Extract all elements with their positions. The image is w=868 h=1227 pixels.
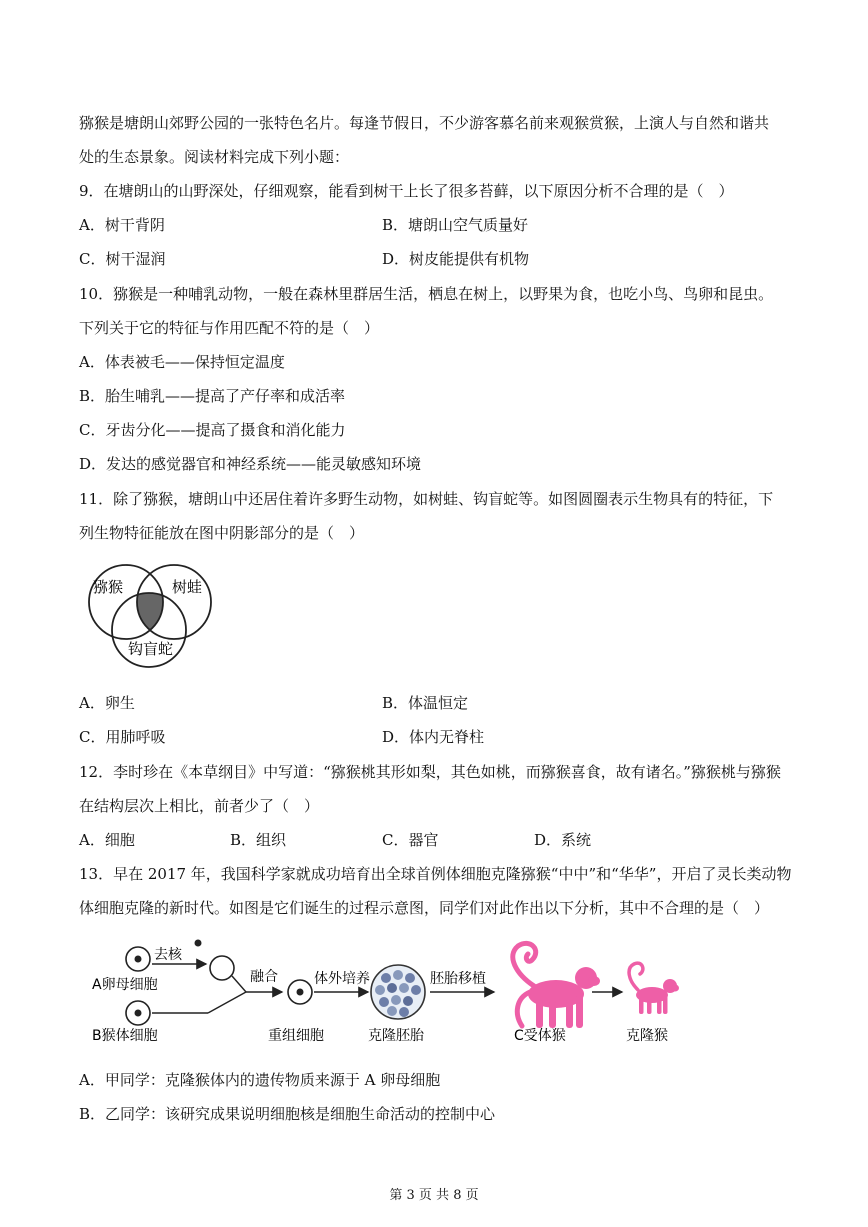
q13-option-b: B．乙同学：该研究成果说明细胞核是细胞生命活动的控制中心 [79, 1105, 496, 1123]
clone-monkey [629, 963, 679, 1014]
embryo-label: 克隆胚胎 [368, 1028, 424, 1044]
intro-line-1: 猕猴是塘朗山郊野公园的一张特色名片。每逢节假日，不少游客慕名前来观猴赏猴，上演人与自然和谐共 [79, 114, 770, 132]
venn-label-bottom: 钩盲蛇 [128, 640, 174, 658]
transfer-label: 胚胎移植 [430, 971, 486, 987]
q10-stem-1: 10．猕猴是一种哺乳动物，一般在森林里群居生活，栖息在树上，以野果为食，也吃小鸟、鸟卵和昆虫。 [79, 285, 774, 303]
clone-label: 克隆猴 [626, 1028, 668, 1044]
q10-option-b: B．胎生哺乳——提高了产仔率和成活率 [79, 387, 346, 405]
recombined-cell-label: 重组细胞 [268, 1028, 324, 1044]
q10-stem-2: 下列关于它的特征与作用匹配不符的是（ ） [79, 319, 380, 337]
enucleated-egg [210, 956, 234, 980]
q10-option-d: D．发达的感觉器官和神经系统——能灵敏感知环境 [79, 455, 422, 473]
q10-option-a: A．体表被毛——保持恒定温度 [79, 353, 285, 371]
q11-stem-1: 11．除了猕猴，塘朗山中还居住着许多野生动物，如树蛙、钩盲蛇等。如图圆圈表示生物具有的特征，下 [79, 490, 774, 508]
q11-option-a: A．卵生 [79, 694, 135, 712]
surrogate-monkey [513, 943, 600, 1028]
removed-nucleus [195, 940, 202, 947]
egg-cell-label: A卵母细胞 [92, 977, 158, 993]
q9-option-d: D．树皮能提供有机物 [382, 250, 530, 268]
q9-option-a: A．树干背阴 [79, 216, 165, 234]
body-cell-nucleus [135, 1010, 142, 1017]
q13-option-a: A．甲同学：克隆猴体内的遗传物质来源于 A 卵母细胞 [79, 1071, 441, 1089]
q10-option-c: C．牙齿分化——提高了摄食和消化能力 [79, 421, 346, 439]
q11-option-c: C．用肺呼吸 [79, 728, 166, 746]
q13-stem-1: 13．早在 2017 年，我国科学家就成功培育出全球首例体细胞克隆猕猴“中中”和“华华”，开启了灵长类动物 [79, 865, 792, 883]
q12-option-a: A．细胞 [79, 831, 135, 849]
recombined-cell-nucleus [297, 989, 304, 996]
q12-option-b: B．组织 [230, 831, 287, 849]
q11-option-d: D．体内无脊柱 [382, 728, 485, 746]
q13-stem-2: 体细胞克隆的新时代。如图是它们诞生的过程示意图，同学们对此作出以下分析，其中不合理的是（ ） [79, 899, 770, 917]
cloning-diagram [86, 934, 686, 1050]
q12-option-c: C．器官 [382, 831, 439, 849]
page-footer: 第 3 页 共 8 页 [389, 1188, 479, 1203]
q11-option-b: B．体温恒定 [382, 694, 469, 712]
q9-stem: 9．在塘朗山的山野深处，仔细观察，能看到树干上长了很多苔藓，以下原因分析不合理的是（ ） [79, 182, 734, 200]
remove-nucleus-label: 去核 [154, 947, 182, 963]
clone-embryo [371, 965, 425, 1019]
q12-option-d: D．系统 [534, 831, 592, 849]
q9-option-b: B．塘朗山空气质量好 [382, 216, 529, 234]
venn-label-left: 猕猴 [93, 578, 124, 596]
surrogate-label: C受体猴 [514, 1028, 566, 1044]
venn-label-right: 树蛙 [172, 578, 203, 596]
intro-line-2: 处的生态景象。阅读材料完成下列小题： [79, 148, 350, 166]
q12-stem-1: 12．李时珍在《本草纲目》中写道：“猕猴桃其形如梨，其色如桃，而猕猴喜食，故有诸名。”猕猴桃与猕猴 [79, 763, 781, 781]
fuse-label: 融合 [250, 969, 278, 985]
q9-option-c: C．树干湿润 [79, 250, 166, 268]
body-cell-label: B猴体细胞 [92, 1028, 158, 1044]
q11-stem-2: 列生物特征能放在图中阴影部分的是（ ） [79, 524, 365, 542]
q12-stem-2: 在结构层次上相比，前者少了（ ） [79, 797, 320, 815]
venn-diagram [84, 558, 224, 670]
culture-label: 体外培养 [314, 971, 370, 987]
egg-cell-nucleus [135, 956, 142, 963]
